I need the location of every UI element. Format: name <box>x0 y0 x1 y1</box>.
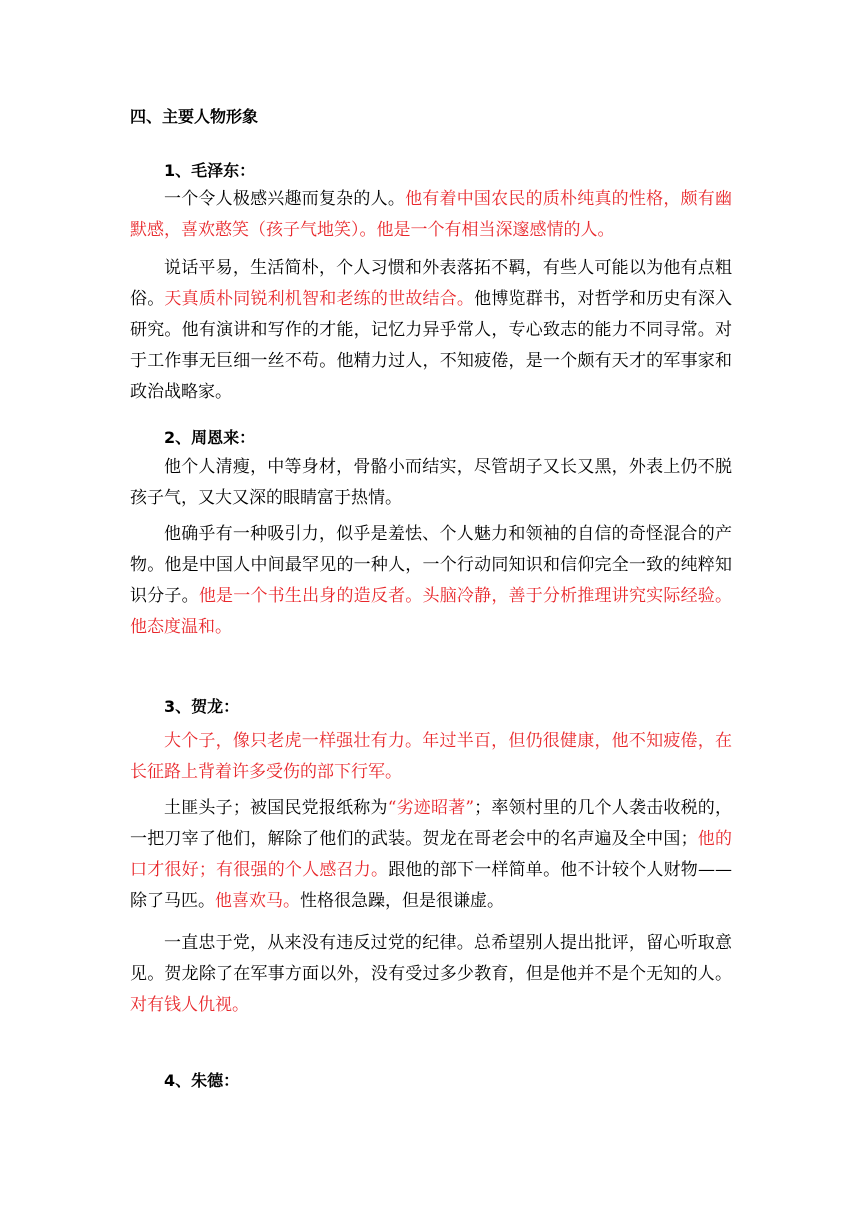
text-run: 跟他的部下一样简单。他不计较个人财物——除了马匹。 <box>130 860 733 911</box>
highlighted-text-run: 他是一个书生出身的造反者。头脑冷静，善于分析推理讲究实际经验。他态度温和。 <box>130 586 733 637</box>
text-run: ；率领村里的几个人袭击收税的，一把刀宰了他们，解除了他们的武装。贺龙在哥老会中的名声遍及全中国； <box>130 798 733 849</box>
text-run: 一个令人极感兴趣而复杂的人。 <box>164 189 406 209</box>
text-run: 性格很急躁，但是很谦虚。 <box>300 891 504 911</box>
person-heading: 1、毛泽东： <box>164 161 256 180</box>
paragraph <box>130 519 732 643</box>
highlighted-text-run: 他有着中国农民的质朴纯真的性格，颇有幽默感，喜欢憨笑（孩子气地笑）。他是一个有相当深邃感情的人。 <box>130 189 732 240</box>
paragraph <box>130 253 732 408</box>
highlighted-text-run: “劣迹昭著” <box>387 798 475 818</box>
highlighted-text-run: 大个子，像只老虎一样强壮有力。年过半百，但仍很健康，他不知疲倦，在长征路上背着许多受伤的部下行军。 <box>130 731 732 782</box>
section-title: 四、主要人物形象 <box>130 107 259 126</box>
paragraph <box>130 726 732 788</box>
highlighted-text-run: 天真质朴同锐利机智和老练的世故结合。 <box>164 289 475 309</box>
text-run: 土匪头子；被国民党报纸称为 <box>164 798 388 818</box>
text-run: 他确乎有一种吸引力，似乎是羞怯、个人魅力和领袖的自信的奇怪混合的产物。他是中国人中间最罕见的一种人，一个行动同知识和信仰完全一致的纯粹知识分子。 <box>130 524 732 606</box>
paragraph <box>130 452 732 514</box>
paragraph <box>130 928 732 1021</box>
text-run: 他博览群书，对哲学和历史有深入研究。他有演讲和写作的才能，记忆力异乎常人，专心致志的能力不同寻常。对于工作事无巨细一丝不苟。他精力过人，不知疲倦，是一个颇有天才的军事家和政治战略家。 <box>130 289 733 402</box>
highlighted-text-run: 对有钱人仇视。 <box>130 995 249 1015</box>
person-heading: 4、朱德： <box>164 1071 240 1090</box>
text-run: 说话平易，生活简朴，个人习惯和外表落拓不羁，有些人可能以为他有点粗俗。 <box>130 258 732 309</box>
text-run: 他个人清瘦，中等身材，骨骼小而结实，尽管胡子又长又黑，外表上仍不脱孩子气，又大又深的眼睛富于热情。 <box>130 457 732 508</box>
paragraph <box>130 793 732 917</box>
highlighted-text-run: 他喜欢马。 <box>215 891 300 911</box>
person-heading: 2、周恩来： <box>164 428 256 447</box>
person-heading: 3、贺龙： <box>164 697 240 716</box>
paragraph <box>130 184 732 246</box>
text-run: 一直忠于党，从来没有违反过党的纪律。总希望别人提出批评，留心听取意见。贺龙除了在军事方面以外，没有受过多少教育，但是他并不是个无知的人。 <box>130 933 732 984</box>
highlighted-text-run: 他的口才很好；有很强的个人感召力。 <box>130 829 733 880</box>
